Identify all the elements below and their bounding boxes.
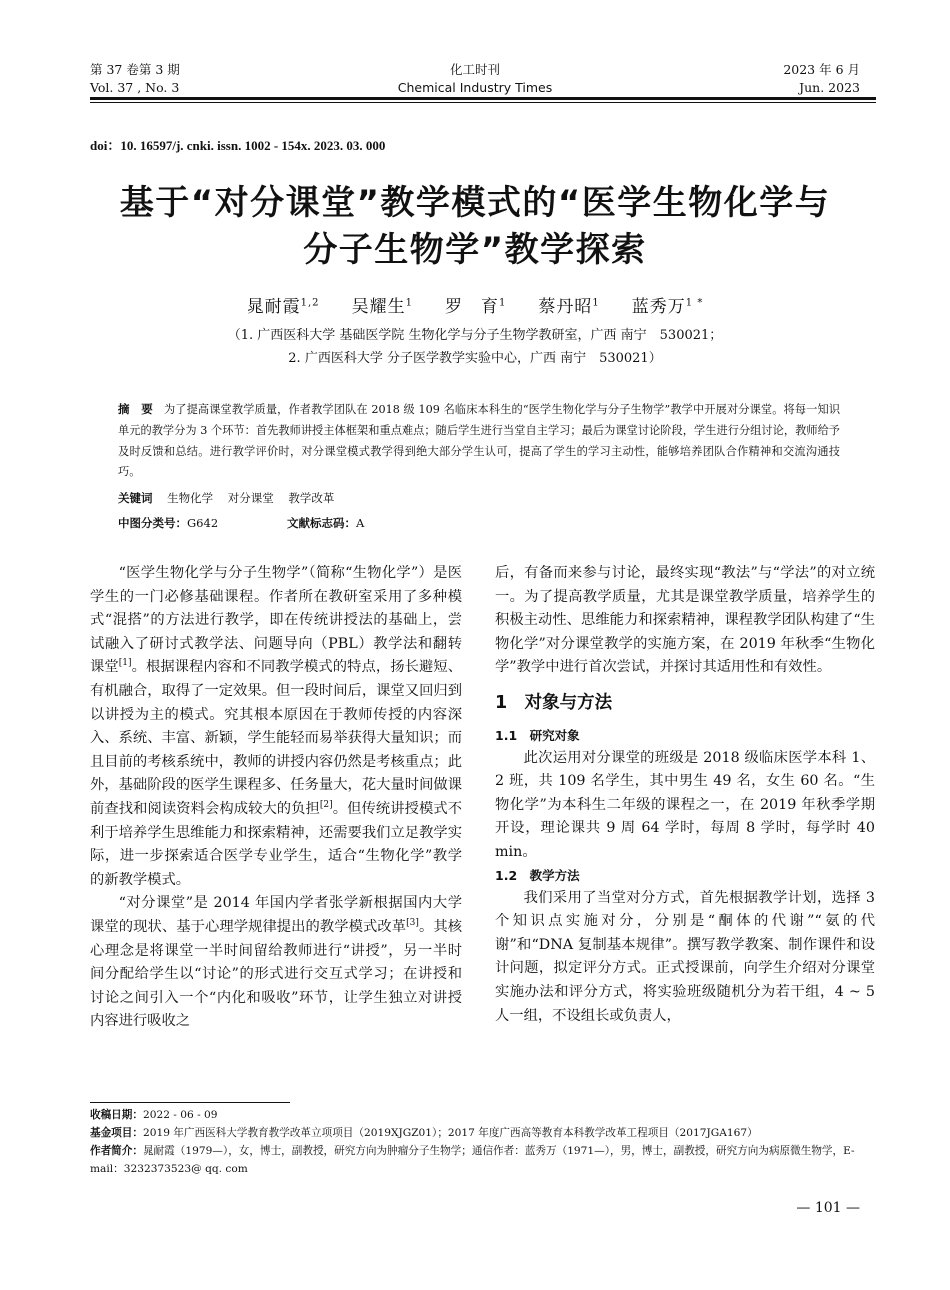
issue-date-cn: 2023 年 6 月 (783, 62, 860, 77)
author: 蓝秀万$^{1 *}$ (631, 297, 704, 317)
keyword: 教学改革 (288, 491, 335, 505)
citation: [1] (118, 658, 132, 669)
footnotes (90, 1106, 876, 1178)
author: 晁耐霞$^{1,2}$ (246, 297, 320, 317)
keyword: 生物化学 (167, 491, 214, 505)
abstract-text: 为了提高课堂教学质量，作者教学团队在 2018 级 109 名临床本科生的“医学生物化学与分子生物学”教学中开展对分课堂。将每一知识单元的教学分为 3 个环节：首先教师讲授主体框架和重点难点；随后学生进行当堂自主学习；最后为课堂讨论阶段，学生进行分组讨论，教师给予及时反馈和总结。进行教学评价时，对分课堂模式教学得到绝大部分学生认可，提高了学生的学习主动性，能够培养团队合作精神和交流沟通技巧。 (118, 403, 841, 479)
subsection-heading: 1.1 研究对象 (495, 727, 580, 743)
paragraph: 后，有备而来参与讨论，最终实现“教法”与“学法”的对立统一。为了提高教学质量，尤其是课堂教学质量，培养学生的积极主动性、思维能力和探索精神，课程教学团队构建了“生物化学”对分课堂教学的实施方案，在 2019 年秋季“生物化学”教学中进行首次尝试，并探讨其适用性和有效性。 (495, 565, 875, 676)
footnote-rule (90, 1102, 290, 1103)
doi: doi：10. 16597/j. cnki. issn. 1002 - 154x. 2023. 03. 000 (90, 138, 386, 153)
title-line-2: 分子生物学”教学探索 (303, 230, 647, 270)
body-left-column (90, 562, 462, 1034)
author-list (0, 292, 950, 317)
abstract-label: 摘 要 (118, 402, 153, 416)
paragraph: “医学生物化学与分子生物学”（简称“生物化学”）是医学生的一门必修基础课程。作者所在教研室采用了多种模式“混搭”的方法进行教学，即在传统讲授法的基础上，尝试融入了研讨式教学法、问题导向（PBL）教学法和翻转课堂[1]。根据课程内容和不同教学模式的特点，扬长避短、有机融合，取得了一定效果。但一段时间后，课堂又回归到以讲授为主的模式。究其根本原因在于教师传授的内容深入、系统、丰富、新颖，学生能轻而易举获得大量知识；而且目前的考核系统中，教师的讲授内容仍然是考核重点；此外，基础阶段的医学生课程多、任务量大，花大量时间做课前查找和阅读资料会构成较大的负担[2]。但传统讲授模式不利于培养学生思维能力和探索精神，还需要我们立足教学实际，进一步探索适合医学专业学生，适合“生物化学”教学的新教学模式。 (90, 565, 463, 888)
citation: [3] (406, 918, 419, 929)
volume-issue-cn: 第 37 卷第 3 期 (90, 62, 180, 77)
article-title (40, 180, 910, 274)
volume-issue-en: Vol. 37 , No. 3 (90, 80, 180, 95)
body-right-column (495, 562, 875, 1028)
author: 蔡丹昭$^1$ (538, 297, 600, 317)
keywords-label: 关键词 (118, 491, 153, 505)
author: 罗 育$^1$ (444, 297, 507, 317)
header-rule-thick (90, 97, 876, 100)
received-date: 收稿日期：2022 - 06 - 09 (90, 1109, 218, 1121)
author-bio: 作者简介：晁耐霞（1979—），女，博士，副教授，研究方向为肿瘤分子生物学；通信作者：蓝秀万（1971—），男，博士，副教授，研究方向为病原微生物学，E-mail：3232373523@ qq. com (90, 1145, 855, 1175)
paragraph: “对分课堂”是 2014 年国内学者张学新根据国内大学课堂的现状、基于心理学规律提出的教学模式改革[3]。其核心理念是将课堂一半时间留给教师进行“讲授”，另一半时间分配给学生以“讨论”的形式进行交互式学习；在讲授和讨论之间引入一个“内化和吸收”环节，让学生独立对讲授内容进行吸收之 (90, 895, 463, 1030)
clc-value: G642 (187, 516, 219, 530)
abstract (118, 399, 840, 483)
journal-name-en: Chemical Industry Times (397, 80, 553, 95)
fund-info: 基金项目：2019 年广西医科大学教育教学改革立项项目（2019XJGZ01）；2017 年度广西高等教育本科教学改革工程项目（2017JGA167） (90, 1127, 758, 1139)
author: 吴耀生$^1$ (351, 297, 413, 317)
issue-date-en: Jun. 2023 (799, 80, 860, 95)
document-code (287, 515, 364, 531)
clc-number (118, 515, 218, 531)
title-line-1: 基于“对分课堂”教学模式的“医学生物化学与 (119, 183, 831, 223)
page-number: — 101 — (796, 1200, 860, 1216)
paragraph: 此次运用对分课堂的班级是 2018 级临床医学本科 1、2 班，共 109 名学生，其中男生 49 名，女生 60 名。“生物化学”为本科生二年级的课程之一，在 2019 年秋季学期开设，理论课共 9 周 64 学时，每周 8 学时，每学时 40 min。 (495, 749, 875, 860)
affiliation-line: 2. 广西医科大学 分子医学教学实验中心，广西 南宁 530021） (288, 351, 662, 366)
paragraph: 我们采用了当堂对分方式，首先根据教学计划，选择 3 个知识点实施对分，分别是“酮体的代谢”“氨的代谢”和“DNA 复制基本规律”。撰写教学教案、制作课件和设计问题，拟定评分方式。正式授课前，向学生介绍对分课堂实施办法和评分方式，将实验班级随机分为若干组，4 ~ 5 人一组，不设组长或负责人， (495, 889, 875, 1024)
doc-code-value: A (356, 516, 365, 530)
keyword: 对分课堂 (227, 491, 274, 505)
header-rule-thin (90, 102, 876, 103)
citation: [2] (319, 800, 333, 811)
clc-label: 中图分类号： (118, 516, 187, 530)
affiliation-line: （1. 广西医科大学 基础医学院 生物化学与分子生物学教研室，广西 南宁 530021； (227, 328, 723, 343)
affiliations (0, 324, 950, 370)
doc-code-label: 文献标志码： (287, 516, 356, 530)
keywords (118, 490, 334, 506)
section-heading: 1 对象与方法 (495, 692, 613, 713)
journal-name-cn: 化工时刊 (449, 62, 500, 77)
subsection-heading: 1.2 教学方法 (495, 867, 580, 883)
